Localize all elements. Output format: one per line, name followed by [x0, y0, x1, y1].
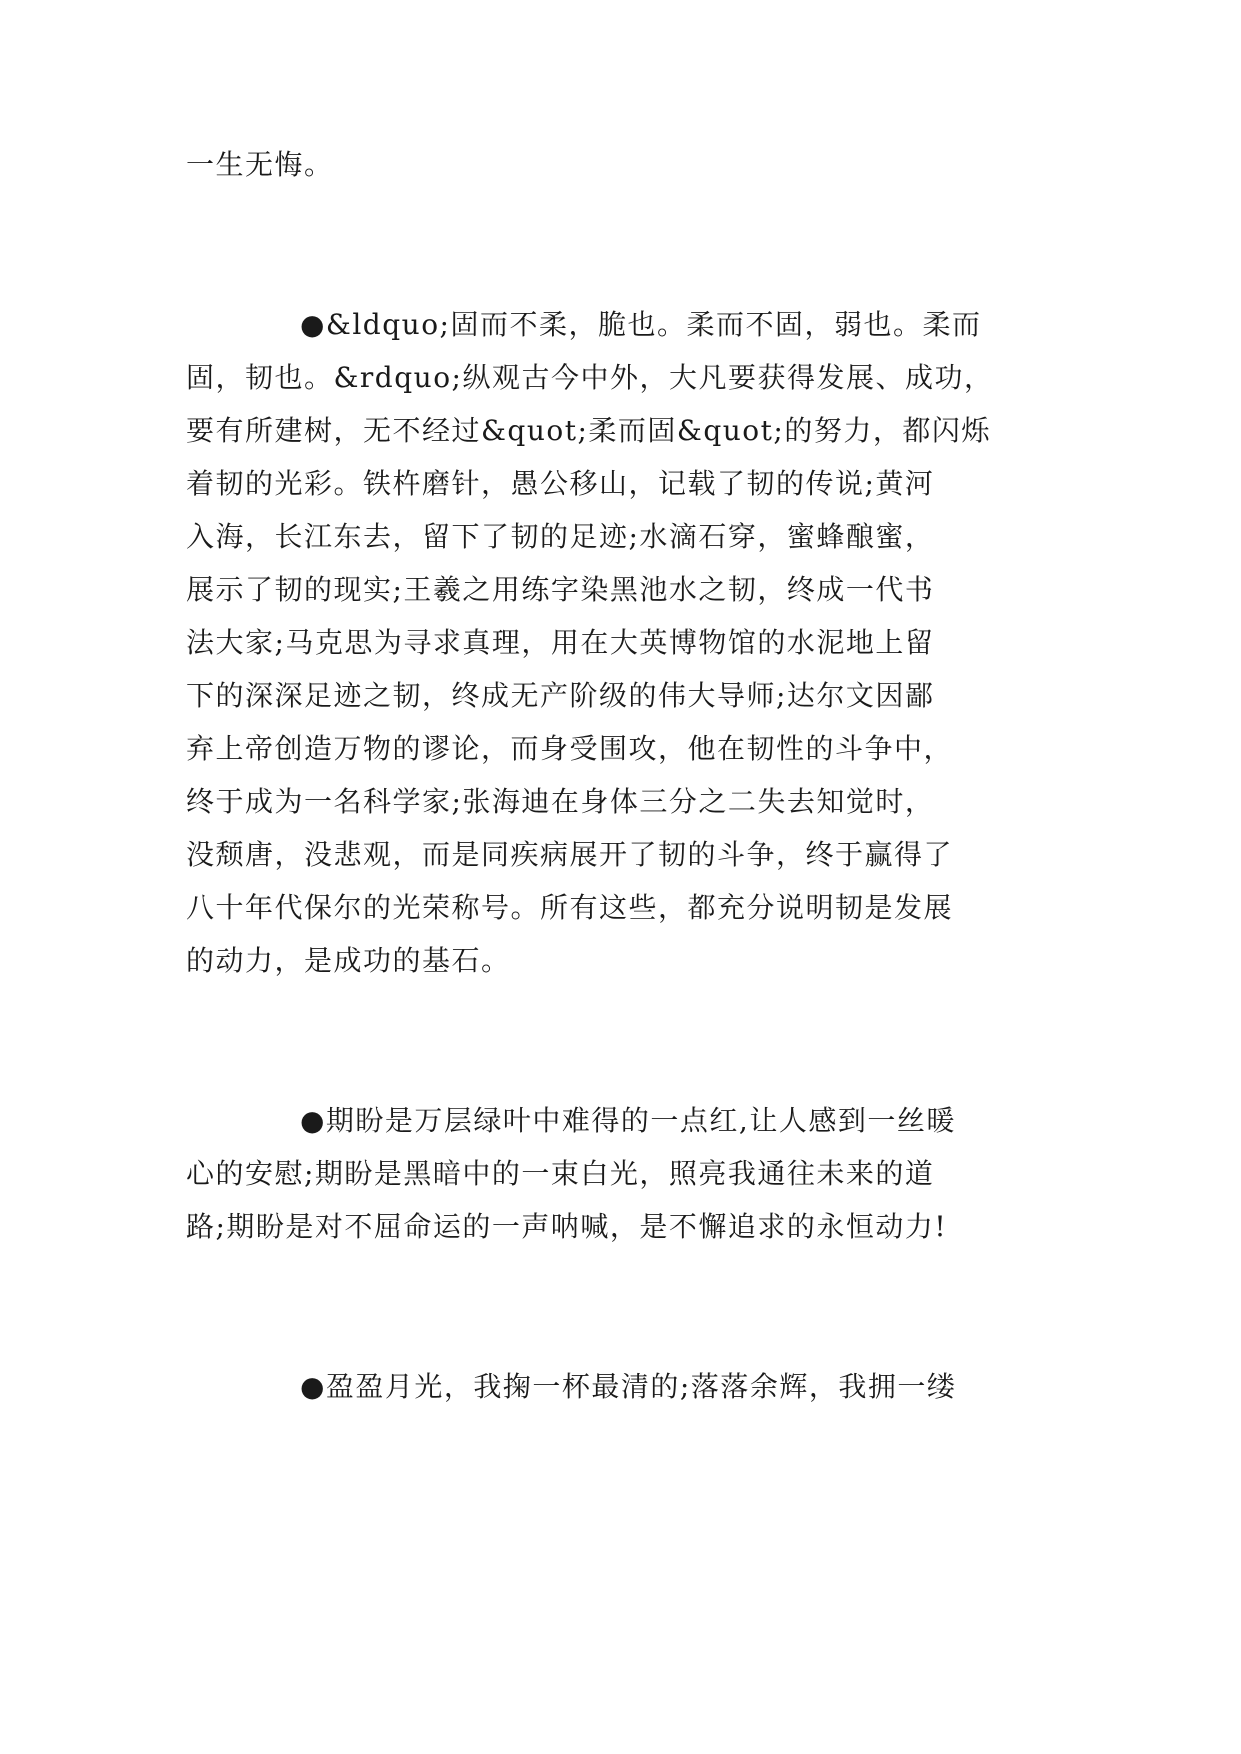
paragraph-2-line-12: 八十年代保尔的光荣称号。所有这些，都充分说明韧是发展 — [186, 891, 954, 924]
paragraph-1-line-1: 一生无悔。 — [186, 148, 334, 181]
paragraph-4-line-1: ●盈盈月光，我掬一杯最清的;落落余辉，我拥一缕 — [300, 1370, 957, 1403]
paragraph-3-line-3: 路;期盼是对不屈命运的一声呐喊，是不懈追求的永恒动力! — [186, 1210, 948, 1243]
paragraph-2-line-4: 着韧的光彩。铁杵磨针，愚公移山，记载了韧的传说;黄河 — [186, 467, 935, 500]
paragraph-2-line-6: 展示了韧的现实;王羲之用练字染黑池水之韧，终成一代书 — [186, 573, 935, 606]
paragraph-2-line-13: 的动力，是成功的基石。 — [186, 944, 511, 977]
paragraph-2-line-11: 没颓唐，没悲观，而是同疾病展开了韧的斗争，终于赢得了 — [186, 838, 954, 871]
paragraph-2-line-8: 下的深深足迹之韧，终成无产阶级的伟大导师;达尔文因鄙 — [186, 679, 935, 712]
paragraph-2-line-9: 弃上帝创造万物的谬论，而身受围攻，他在韧性的斗争中， — [186, 732, 954, 765]
paragraph-2-line-2: 固，韧也。&rdquo;纵观古今中外，大凡要获得发展、成功， — [186, 361, 994, 394]
paragraph-2-line-1: ●&ldquo;固而不柔，脆也。柔而不固，弱也。柔而 — [300, 308, 982, 341]
paragraph-2-line-10: 终于成为一名科学家;张海迪在身体三分之二失去知觉时， — [186, 785, 935, 818]
paragraph-2-line-5: 入海，长江东去，留下了韧的足迹;水滴石穿，蜜蜂酿蜜， — [186, 520, 935, 553]
paragraph-2-line-3: 要有所建树，无不经过&quot;柔而固&quot;的努力，都闪烁 — [186, 414, 991, 447]
paragraph-3-line-2: 心的安慰;期盼是黑暗中的一束白光，照亮我通往未来的道 — [186, 1157, 935, 1190]
paragraph-2-line-7: 法大家;马克思为寻求真理，用在大英博物馆的水泥地上留 — [186, 626, 935, 659]
paragraph-3-line-1: ●期盼是万层绿叶中难得的一点红,让人感到一丝暖 — [300, 1104, 956, 1137]
